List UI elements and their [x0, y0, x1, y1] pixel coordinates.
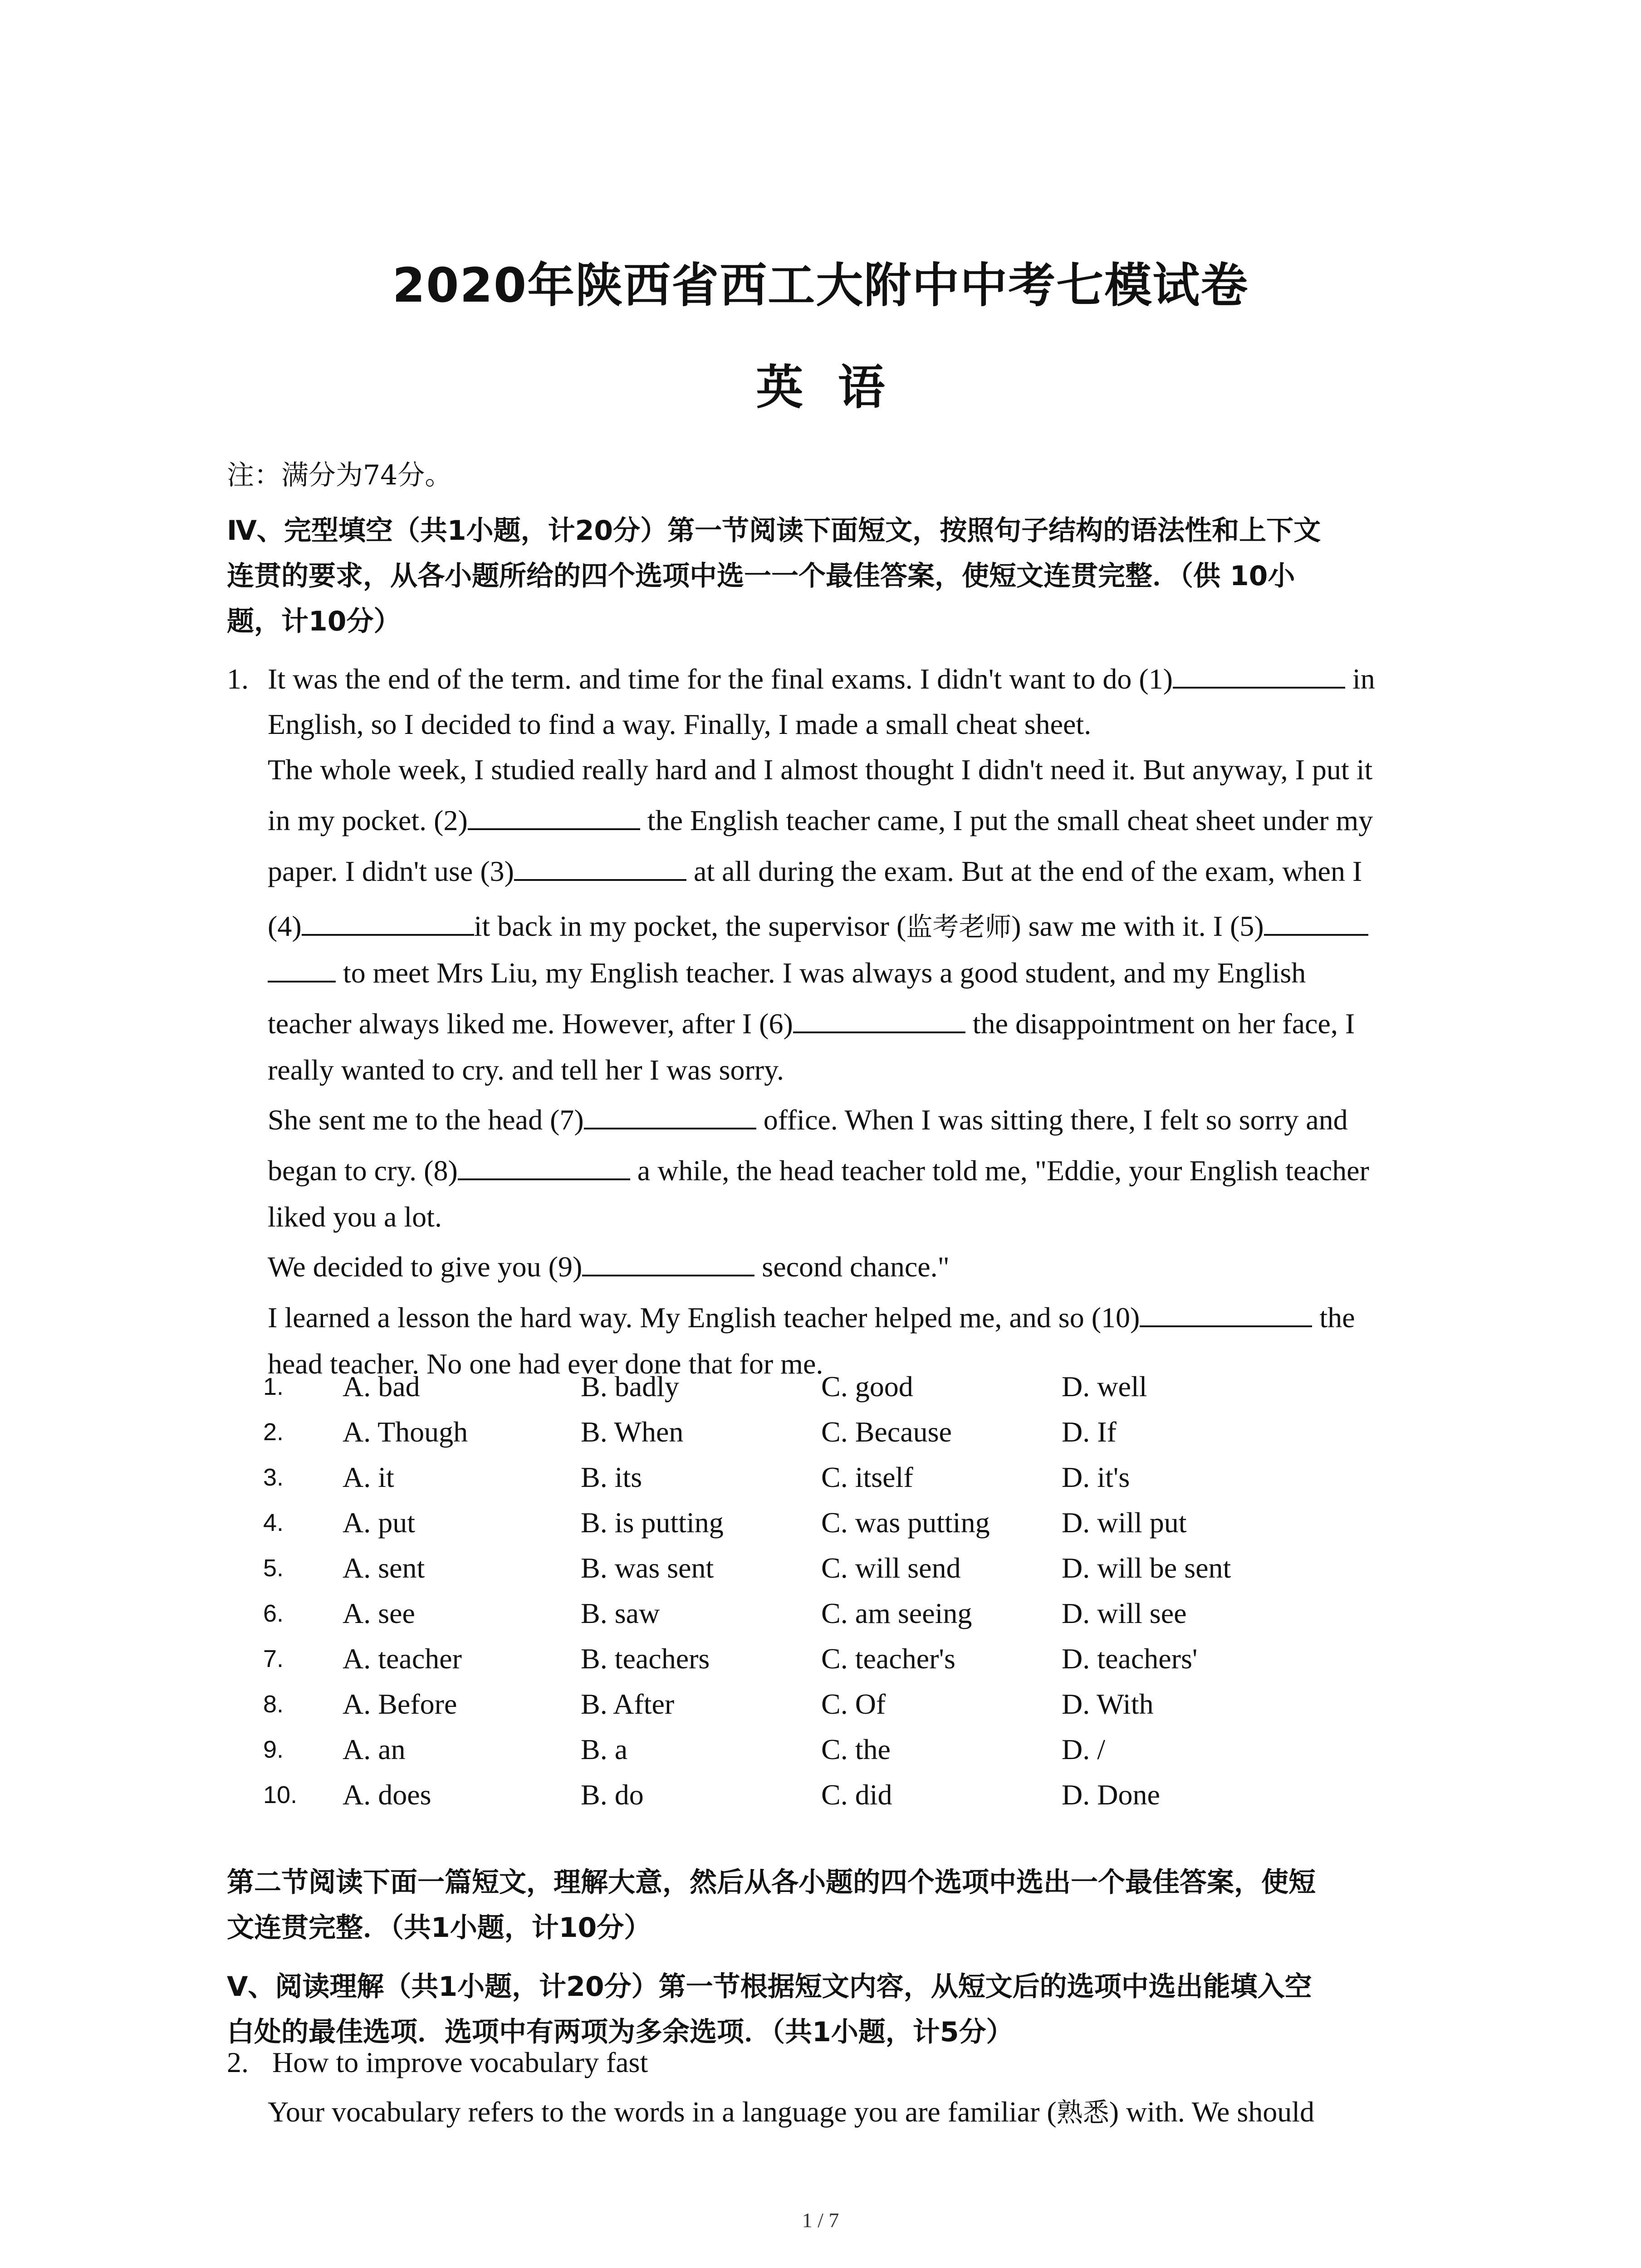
heading-line: 白处的最佳选项．选项中有两项为多余选项．（共1小题，计5分）: [227, 2016, 1014, 2048]
option-row: 1. A. bad B. badly C. good D. well: [263, 1370, 1147, 1403]
option-row: 5. A. sent B. was sent C. will send D. will be sent: [263, 1552, 1231, 1584]
passage-line: teacher always liked me. However, after I (6) the disappointment on her face, I: [268, 1007, 1355, 1040]
question-number: 2.: [227, 2046, 249, 2078]
passage-line: She sent me to the head (7) office. When I was sitting there, I felt so sorry and: [268, 1104, 1348, 1136]
option-row: 6. A. see B. saw C. am seeing D. will see: [263, 1597, 1187, 1629]
passage-line: We decided to give you (9) second chance.": [268, 1251, 950, 1283]
blank-1: [1173, 663, 1345, 689]
passage-line: I learned a lesson the hard way. My English teacher helped me, and so (10) the: [268, 1301, 1355, 1334]
passage-line: English, so I decided to find a way. Finally, I made a small cheat sheet.: [268, 708, 1092, 740]
heading-line: 文连贯完整．（共1小题，计10分）: [227, 1912, 652, 1944]
passage-line: The whole week, I studied really hard and I almost thought I didn't need it. But anyway, I put it: [268, 753, 1373, 786]
option-row: 10. A. does B. do C. did D. Done: [263, 1779, 1160, 1811]
blank-5: [1264, 910, 1368, 936]
passage-line: began to cry. (8) a while, the head teacher told me, "Eddie, your English teacher: [268, 1154, 1369, 1187]
heading-line: 题，计10分）: [227, 606, 401, 637]
blank-6: [793, 1008, 965, 1033]
score-note: 注：满分为74分。: [227, 459, 452, 491]
question-number: 1.: [227, 663, 249, 695]
section-heading-reading-1: [227, 1860, 1452, 1950]
passage-line: (4) it back in my pocket, the supervisor (监考老师) saw me with it. I (5): [268, 905, 1368, 943]
passage-line: liked you a lot.: [268, 1201, 442, 1233]
passage-line: head teacher. No one had ever done that for me.: [268, 1348, 823, 1380]
heading-line: 连贯的要求，从各小题所给的四个选项中选一一个最佳答案，使短文连贯完整．（供 10小: [227, 560, 1295, 592]
passage-title: How to improve vocabulary fast: [272, 2046, 648, 2078]
page-title: 2020年陕西省西工大附中中考七模试卷: [392, 258, 1249, 313]
section-heading-reading-2: [227, 1964, 1452, 2055]
blank-8: [458, 1155, 630, 1180]
option-row: 9. A. an B. a C. the D. /: [263, 1733, 1105, 1765]
option-row: 3. A. it B. its C. itself D. it's: [263, 1461, 1130, 1493]
blank-3: [514, 855, 686, 881]
blank-4: [302, 910, 474, 936]
option-row: 4. A. put B. is putting C. was putting D. will put: [263, 1506, 1187, 1539]
section-heading-cloze: [227, 508, 1452, 644]
option-row: 2. A. Though B. When C. Because D. If: [263, 1416, 1117, 1448]
subject-title: 英 语: [756, 360, 885, 415]
option-row: 8. A. Before B. After C. Of D. With: [263, 1688, 1154, 1720]
passage-line: really wanted to cry. and tell her I was sorry.: [268, 1054, 784, 1086]
option-row: 7. A. teacher B. teachers C. teacher's D. teachers': [263, 1642, 1198, 1675]
blank-2: [468, 805, 640, 830]
blank-10: [1140, 1302, 1312, 1327]
passage-line: It was the end of the term. and time for the final exams. I didn't want to do (1) in: [268, 663, 1375, 695]
heading-line: Ⅳ、完型填空（共1小题，计20分）第一节阅读下面短文，按照句子结构的语法性和上下文: [227, 515, 1321, 547]
passage-line: paper. I didn't use (3) at all during the exam. But at the end of the exam, when I: [268, 855, 1362, 887]
passage-line: Your vocabulary refers to the words in a language you are familiar (熟悉) with. We should: [268, 2096, 1315, 2128]
heading-line: 第二节阅读下面一篇短文，理解大意，然后从各小题的四个选项中选出一个最佳答案，使短: [227, 1867, 1316, 1898]
heading-line: Ⅴ、阅读理解（共1小题，计20分）第一节根据短文内容，从短文后的选项中选出能填入空: [227, 1971, 1312, 2003]
page-number: 1 / 7: [802, 2209, 839, 2232]
blank-9: [582, 1251, 754, 1276]
blank-7: [584, 1104, 756, 1129]
passage-line: to meet Mrs Liu, my English teacher. I was always a good student, and my English: [268, 956, 1306, 990]
blank-5-continued: [268, 957, 336, 982]
passage-line: in my pocket. (2) the English teacher came, I put the small cheat sheet under my: [268, 804, 1373, 836]
